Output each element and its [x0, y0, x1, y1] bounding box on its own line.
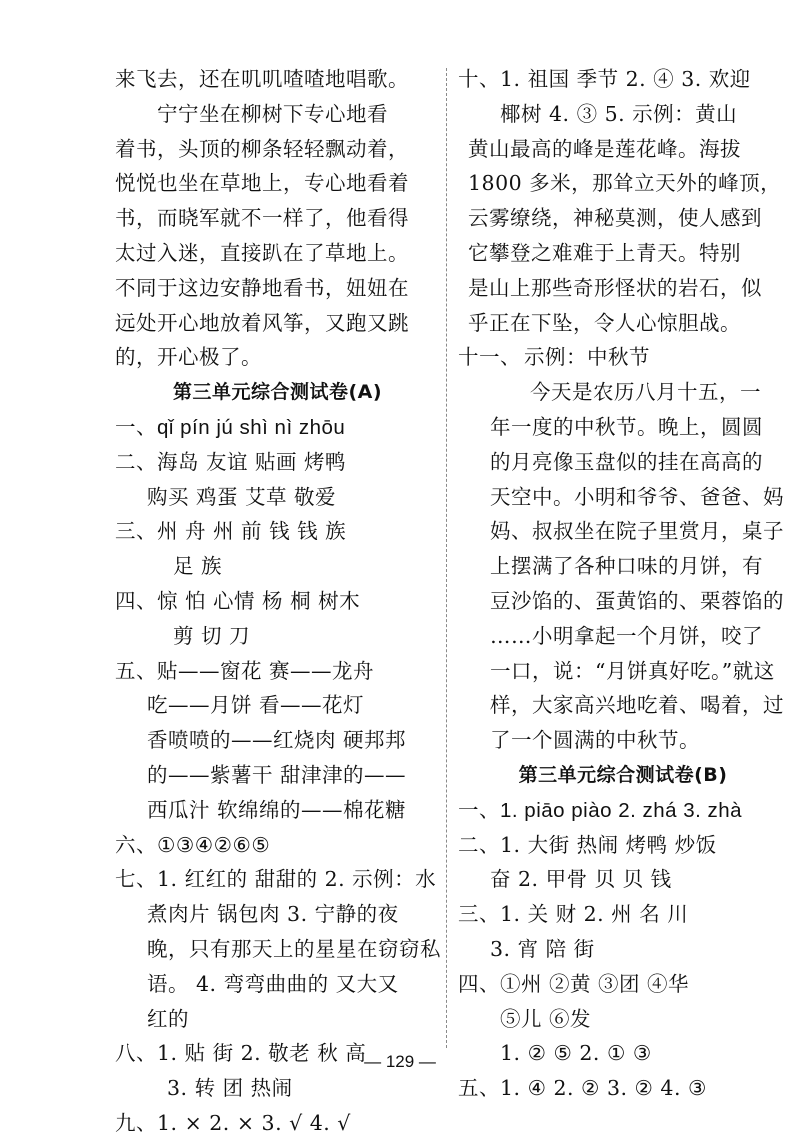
- text-line: 一口，说：“月饼真好吃。”就这: [490, 658, 775, 683]
- question-number: 一、: [458, 797, 500, 822]
- question-number: 十、: [458, 67, 500, 91]
- question-number: 六、: [115, 832, 157, 857]
- answer-text: 煮肉片 锅包肉 3. 宁静的夜: [147, 902, 399, 927]
- answer-q5: [115, 654, 440, 689]
- answer-text: 惊 怕 心情 杨 桐 树木: [157, 588, 361, 613]
- text-line: ……小明拿起一个月饼，咬了: [490, 623, 763, 648]
- answer-q4: [115, 584, 440, 619]
- question-number: 三、: [115, 519, 157, 544]
- answer-text: 西瓜汁 软绵绵的——棉花糖: [147, 797, 407, 822]
- answer-b3: [458, 897, 788, 932]
- answer-text: 购买 鸡蛋 艾草 敬爱: [147, 484, 337, 509]
- answer-text: 剪 切 刀: [173, 623, 251, 648]
- answer-b2: [458, 828, 788, 863]
- answer-q10: [458, 62, 788, 97]
- page-number: — 129 —: [364, 1052, 436, 1071]
- answer-text: 贴——窗花 赛——龙舟: [157, 658, 375, 683]
- question-number: 九、: [115, 1110, 157, 1135]
- answer-q1: [115, 410, 440, 445]
- answer-text: 州 舟 州 前 钱 钱 族: [157, 519, 347, 544]
- answer-text: 晚，只有那天上的星星在窃窃私: [147, 936, 441, 961]
- answer-text: 语。 4. 弯弯曲曲的 又大又: [147, 971, 399, 996]
- text-line: 云雾缭绕，神秘莫测，使人感到: [468, 206, 762, 231]
- question-number: 七、: [115, 867, 157, 892]
- answer-text: qǐ pín jú shì nì zhōu: [157, 415, 346, 439]
- answer-text: 1. 大街 热闹 烤鸭 炒饭: [500, 832, 717, 857]
- text-line: 来飞去，还在叽叽喳喳地唱歌。: [115, 67, 409, 91]
- text-line: 天空中。小明和爷爷、爸爸、妈: [490, 484, 784, 509]
- answer-text: 红的: [147, 1006, 189, 1031]
- text-line: 1800 多米，那耸立天外的峰顶，: [468, 171, 782, 196]
- test-a-heading: 第三单元综合测试卷(A): [172, 381, 383, 404]
- answer-q3: [115, 514, 440, 549]
- text-line: 书，而晓军就不一样了，他看得: [115, 206, 409, 231]
- text-line: 太过入迷，直接趴在了草地上。: [115, 240, 409, 265]
- answer-text: 1. 关 财 2. 州 名 川: [500, 902, 689, 927]
- text-line: 悦悦也坐在草地上，专心地看着: [115, 171, 409, 196]
- text-line: 上摆满了各种口味的月饼，有: [490, 554, 763, 579]
- text-line: 黄山最高的峰是莲花峰。海拔: [468, 136, 741, 161]
- column-divider: [446, 68, 447, 1048]
- text-line: 不同于这边安静地看书，妞妞在: [115, 275, 409, 300]
- answer-q9: [115, 1106, 440, 1141]
- answer-text: 香喷喷的——红烧肉 硬邦邦: [147, 728, 407, 753]
- answer-b1: [458, 793, 788, 828]
- text-line: 豆沙馅的、蛋黄馅的、栗蓉馅的: [490, 588, 784, 613]
- answer-text: 椰树 4. ③ 5. 示例：黄山: [500, 101, 738, 126]
- answer-text: 足 族: [173, 554, 223, 579]
- answer-q6: [115, 828, 440, 863]
- text-line: 乎正在下坠，令人心惊胆战。: [468, 310, 741, 335]
- test-b-heading: 第三单元综合测试卷(B): [518, 763, 728, 786]
- answer-text: 1. 贴 街 2. 敬老 秋 高: [157, 1041, 367, 1066]
- left-column: [115, 62, 440, 1141]
- question-number: 四、: [115, 588, 157, 613]
- question-number: 一、: [115, 414, 157, 439]
- text-line: 它攀登之难难于上青天。特别: [468, 240, 741, 265]
- text-line: 宁宁坐在柳树下专心地看: [157, 101, 388, 126]
- text-line: 年一度的中秋节。晚上，圆圆: [490, 414, 763, 439]
- question-number: 五、: [458, 1076, 500, 1101]
- answer-text: 3. 转 团 热闹: [167, 1076, 293, 1101]
- text-line: 了一个圆满的中秋节。: [490, 728, 700, 753]
- answer-text: 1. 祖国 季节 2. ④ 3. 欢迎: [500, 67, 751, 91]
- answer-b5: [458, 1071, 788, 1106]
- answer-text: 1. ② ⑤ 2. ① ③: [500, 1041, 652, 1066]
- answer-text: 1. × 2. × 3. √ 4. √: [157, 1110, 351, 1135]
- answer-text: 吃——月饼 看——花灯: [147, 693, 365, 718]
- text-line: 远处开心地放着风筝，又跑又跳: [115, 310, 409, 335]
- answer-text: 3. 宵 陪 街: [490, 936, 595, 961]
- answer-text: 1. piāo piào 2. zhá 3. zhà: [500, 798, 743, 822]
- question-number: 十一、: [458, 345, 521, 370]
- text-line: 的，开心极了。: [115, 345, 262, 370]
- right-column: [458, 62, 788, 1106]
- question-number: 四、: [458, 971, 500, 996]
- answer-text: 1. ④ 2. ② 3. ② 4. ③: [500, 1076, 707, 1101]
- answer-text: 奋 2. 甲骨 贝 贝 钱: [490, 867, 672, 892]
- text-line: 着书，头顶的柳条轻轻飘动着，: [115, 136, 409, 161]
- answer-q11: [458, 340, 788, 375]
- answer-text: 海岛 友谊 贴画 烤鸭: [157, 449, 347, 474]
- text-line: 样，大家高兴地吃着、喝着，过: [490, 693, 784, 718]
- text-line: 今天是农历八月十五，一: [530, 380, 761, 405]
- answer-text: 的——紫薯干 甜津津的——: [147, 762, 407, 787]
- text-line: 妈、叔叔坐在院子里赏月，桌子: [490, 519, 784, 544]
- answer-q7: [115, 862, 440, 897]
- answer-text: ①③④②⑥⑤: [157, 832, 271, 857]
- answer-text: ⑤儿 ⑥发: [500, 1006, 592, 1031]
- answer-text: ①州 ②黄 ③团 ④华: [500, 971, 690, 996]
- text-line: 是山上那些奇形怪状的岩石，似: [468, 275, 762, 300]
- question-number: 二、: [458, 832, 500, 857]
- question-number: 五、: [115, 658, 157, 683]
- question-number: 二、: [115, 449, 157, 474]
- answer-text: 1. 红红的 甜甜的 2. 示例：水: [157, 867, 437, 892]
- text-line: 的月亮像玉盘似的挂在高高的: [490, 449, 763, 474]
- question-number: 八、: [115, 1041, 157, 1066]
- question-number: 三、: [458, 902, 500, 927]
- answer-q2: [115, 445, 440, 480]
- answer-b4: [458, 967, 788, 1002]
- answer-text: 示例：中秋节: [524, 345, 650, 370]
